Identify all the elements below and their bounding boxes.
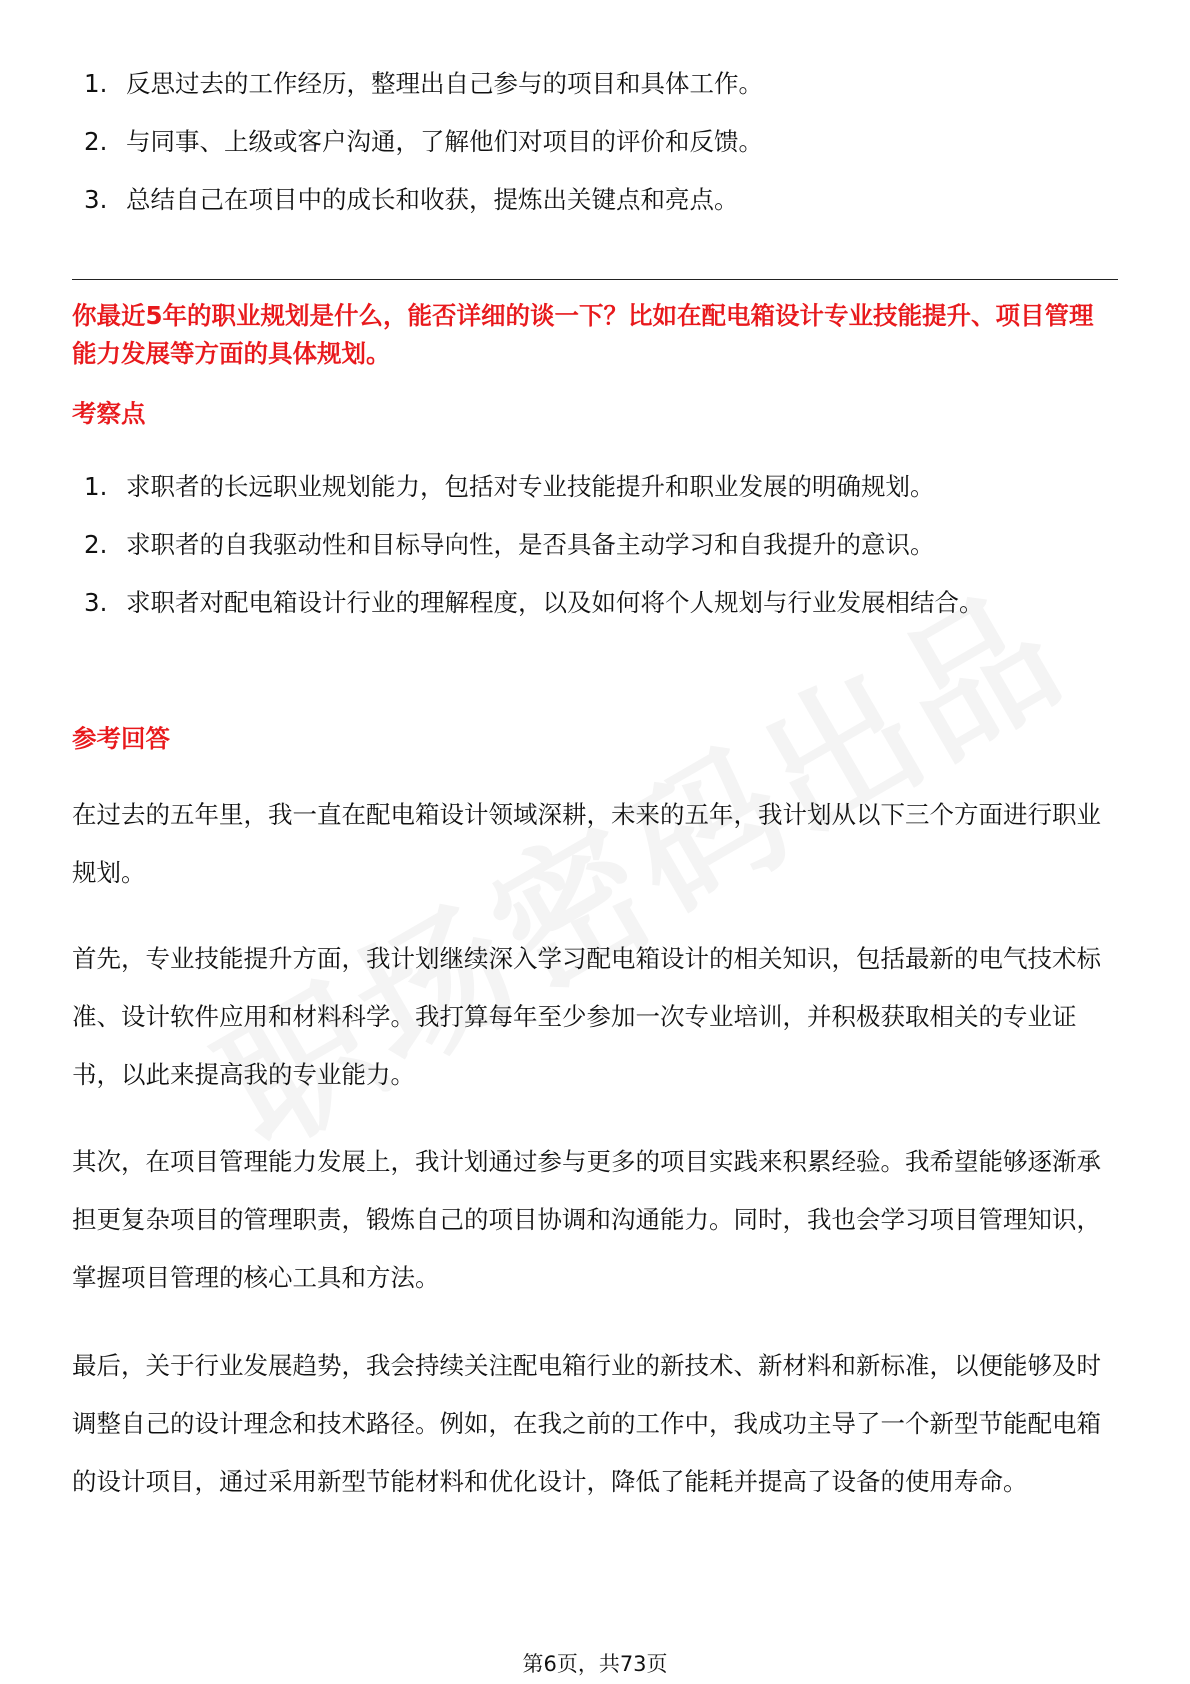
list-item (84, 113, 1124, 171)
list-item-text: 与同事、上级或客户沟通，了解他们对项目的评价和反馈。 (126, 127, 763, 156)
list-item-text: 求职者的长远职业规划能力，包括对专业技能提升和职业发展的明确规划。 (126, 472, 935, 501)
list-item (84, 55, 1124, 113)
section-divider (72, 279, 1118, 280)
list-item-text: 求职者的自我驱动性和目标导向性，是否具备主动学习和自我提升的意识。 (126, 530, 935, 559)
answer-paragraph: 首先，专业技能提升方面，我计划继续深入学习配电箱设计的相关知识，包括最新的电气技术标准、设计软件应用和材料科学。我打算每年至少参加一次专业培训，并积极获取相关的专业证书，以此来提高我的专业能力。 (72, 944, 1101, 1089)
answer-paragraph: 其次，在项目管理能力发展上，我计划通过参与更多的项目实践来积累经验。我希望能够逐渐承担更复杂项目的管理职责，锻炼自己的项目协调和沟通能力。同时，我也会学习项目管理知识，掌握项目管理的核心工具和方法。 (72, 1147, 1101, 1292)
answer-paragraph: 最后，关于行业发展趋势，我会持续关注配电箱行业的新技术、新材料和新标准，以便能够及时调整自己的设计理念和技术路径。例如，在我之前的工作中，我成功主导了一个新型节能配电箱的设计项目，通过采用新型节能材料和优化设计，降低了能耗并提高了设备的使用寿命。 (72, 1351, 1101, 1496)
list-item-number: 1. (84, 472, 108, 501)
section-heading-assessment-points: 考察点 (72, 399, 146, 428)
list-item (84, 574, 1124, 632)
previous-answer-list (84, 55, 1124, 229)
list-item-text: 反思过去的工作经历，整理出自己参与的项目和具体工作。 (126, 69, 763, 98)
list-item-number: 2. (84, 127, 108, 156)
assessment-points-list (84, 458, 1124, 632)
section-heading-reference-answer: 参考回答 (72, 724, 170, 753)
list-item-text: 总结自己在项目中的成长和收获，提炼出关键点和亮点。 (126, 185, 739, 214)
list-item-number: 2. (84, 530, 108, 559)
list-item-number: 3. (84, 185, 108, 214)
list-item-number: 1. (84, 69, 108, 98)
list-item (84, 458, 1124, 516)
page-number-footer: 第6页，共73页 (522, 1652, 668, 1676)
answer-paragraph: 在过去的五年里，我一直在配电箱设计领域深耕，未来的五年，我计划从以下三个方面进行职业规划。 (72, 800, 1101, 887)
list-item (84, 171, 1124, 229)
interview-question: 你最近5年的职业规划是什么，能否详细的谈一下？比如在配电箱设计专业技能提升、项目管理能力发展等方面的具体规划。 (72, 301, 1094, 368)
list-item-number: 3. (84, 588, 108, 617)
list-item (84, 516, 1124, 574)
list-item-text: 求职者对配电箱设计行业的理解程度，以及如何将个人规划与行业发展相结合。 (126, 588, 984, 617)
